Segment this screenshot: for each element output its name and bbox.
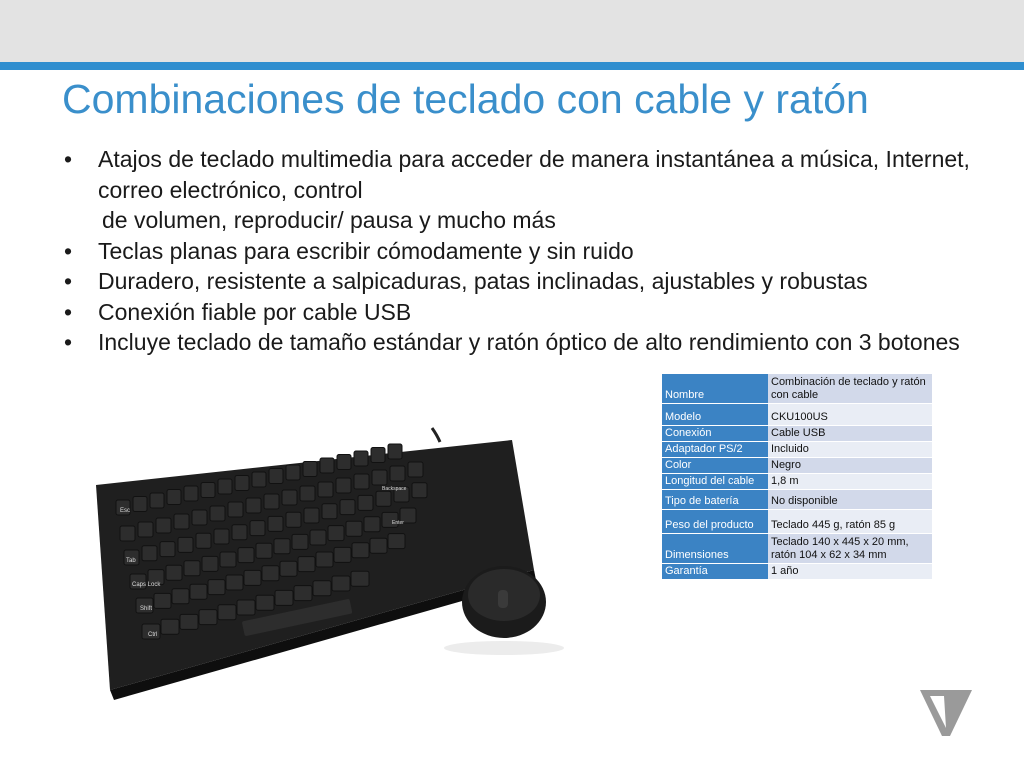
keyboard-key [156,518,171,533]
shift-key-label: Shift [140,606,153,612]
feature-text: Teclas planas para escribir cómodamente y sin ruido [98,237,634,264]
feature-text: Duradero, resistente a salpicaduras, patas inclinadas, ajustables y robustas [98,268,868,294]
table-row [662,534,932,564]
table-row [662,564,932,580]
keyboard-key [250,521,265,536]
keyboard-key [167,490,181,505]
keyboard-key [252,472,266,487]
keyboard-key [196,533,211,548]
feature-item [64,327,978,358]
keyboard-key [346,521,362,536]
keyboard-key [310,530,326,545]
spec-value: Teclado 140 x 445 x 20 mm, ratón 104 x 62 x 34 mm [768,534,932,564]
keyboard-key [292,534,308,549]
spec-value: Teclado 445 g, ratón 85 g [768,510,932,534]
keyboard-key [202,556,218,571]
spec-value: No disponible [768,490,932,510]
keyboard-key [408,462,423,477]
keyboard-key [364,517,380,532]
keyboard-key [226,575,243,590]
keyboard-key [201,483,215,498]
keyboard-key [190,584,207,599]
ctrl-key-label: Ctrl [148,632,158,638]
keyboard-key [264,494,279,509]
v7-logo-icon [920,688,972,736]
accent-bar [0,62,1024,70]
keyboard-key [390,466,405,481]
tab-key-label: Tab [126,558,136,564]
keyboard-key [354,451,368,466]
slide-title: Combinaciones de teclado con cable y ratón [62,76,869,122]
keyboard-key [371,448,385,463]
spec-value: 1 año [768,564,932,580]
spec-value: CKU100US [768,404,932,426]
feature-text: Atajos de teclado multimedia para acceder de manera instantánea a música, Internet, correo electrónico, control [98,146,970,203]
specs-table [662,373,932,579]
keyboard-key [199,610,217,625]
keyboard-mouse-image [92,420,572,710]
keyboard-key [303,462,317,477]
keyboard-key [184,486,198,501]
spec-value: Combinación de teclado y ratón con cable [768,374,932,404]
feature-item [64,236,994,267]
keyboard-key [358,495,373,510]
keyboard-key [133,497,147,512]
table-row [662,404,932,426]
keyboard-key [332,576,350,591]
keyboard-key [322,504,337,519]
keyboard-key [218,479,232,494]
keyboard-key [313,581,331,596]
keyboard-key [120,526,135,541]
keyboard-key [352,543,369,558]
spec-label: Longitud del cable [662,474,768,490]
keyboard-key [214,529,229,544]
keyboard-key [304,508,319,523]
keyboard-key [172,589,189,604]
keyboard-key [228,502,243,517]
enter-key-label: Enter [392,520,404,526]
spec-label: Modelo [662,404,768,426]
table-row [662,374,932,404]
keyboard-key [138,522,153,537]
keyboard-key [412,483,427,498]
keyboard-key [282,490,297,505]
keyboard-key [268,516,283,531]
feature-text: Incluye teclado de tamaño estándar y ratón óptico de alto rendimiento con 3 botones [98,329,960,355]
keyboard-key [351,571,369,586]
keyboard-key [280,561,297,576]
mouse-shadow [444,641,564,655]
keyboard-key [256,595,274,610]
keyboard-key [328,526,344,541]
bullet-icon: • [64,146,73,172]
keyboard-key [337,455,351,470]
keyboard-key [269,469,283,484]
keyboard-key [274,539,290,554]
feature-continuation: de volumen, reproducir/ pausa y mucho más [102,207,556,233]
keyboard-key [246,498,261,513]
spec-label: Adaptador PS/2 [662,442,768,458]
keyboard-key [160,542,175,557]
keyboard-key [174,514,189,529]
mouse-scroll-wheel [498,590,508,608]
keyboard-key [220,552,236,567]
keyboard-key [318,482,333,497]
table-row [662,442,932,458]
header-band [0,0,1024,62]
bullet-icon: • [64,329,73,355]
keyboard-key [218,605,236,620]
keyboard-key [354,474,369,489]
keyboard-key [376,491,391,506]
keyboard-key [154,593,171,608]
spec-label: Tipo de batería [662,490,768,510]
spec-value: 1,8 m [768,474,932,490]
table-row [662,426,932,442]
keyboard-key [286,512,301,527]
keyboard-key [320,458,334,473]
esc-key-label: Esc [120,508,131,514]
spec-value: Incluido [768,442,932,458]
spec-label: Color [662,458,768,474]
keyboard-key [336,478,351,493]
keyboard-key [334,547,351,562]
feature-text: Conexión fiable por cable USB [98,298,412,325]
keyboard-key [340,500,355,515]
caps-key-label: Caps Lock [132,582,161,588]
keyboard-key [237,600,255,615]
keyboard-key [208,580,225,595]
bullet-icon: • [64,268,73,294]
keyboard-key [388,534,405,549]
keyboard-key [235,476,249,491]
keyboard-key [166,565,182,580]
table-row [662,490,932,510]
keyboard-cable [432,428,440,442]
keyboard-key [184,561,200,576]
keyboard-key [142,546,157,561]
keyboard-key [238,548,254,563]
spec-value: Negro [768,458,932,474]
keyboard-key [300,486,315,501]
table-row [662,510,932,534]
keyboard-key [256,543,272,558]
keyboard-key [244,570,261,585]
keyboard-key [388,444,402,459]
keyboard-key [178,537,193,552]
table-row [662,474,932,490]
table-row [662,458,932,474]
feature-item [64,297,994,328]
keyboard-key [232,525,247,540]
bullet-icon: • [64,237,73,264]
keyboard-key [210,506,225,521]
keyboard-key [294,586,312,601]
keyboard-key [316,552,333,567]
feature-item [64,144,994,205]
keyboard-key [150,493,164,508]
keyboard-key [286,465,300,480]
spec-label: Nombre [662,374,768,404]
keyboard-key [275,590,293,605]
spec-label: Peso del producto [662,510,768,534]
bullet-icon: • [64,298,73,325]
feature-list [64,144,994,358]
backspace-key-label: Backspace [382,486,407,492]
spec-label: Garantía [662,564,768,580]
spec-value: Cable USB [768,426,932,442]
keyboard-key [262,566,279,581]
keyboard-key [370,538,387,553]
feature-item [64,266,994,297]
spec-label: Dimensiones [662,534,768,564]
keyboard-key [192,510,207,525]
keyboard-key [298,557,315,572]
spec-label: Conexión [662,426,768,442]
keyboard-key [180,614,198,629]
keyboard-key [161,619,179,634]
keyboard-key [372,470,387,485]
